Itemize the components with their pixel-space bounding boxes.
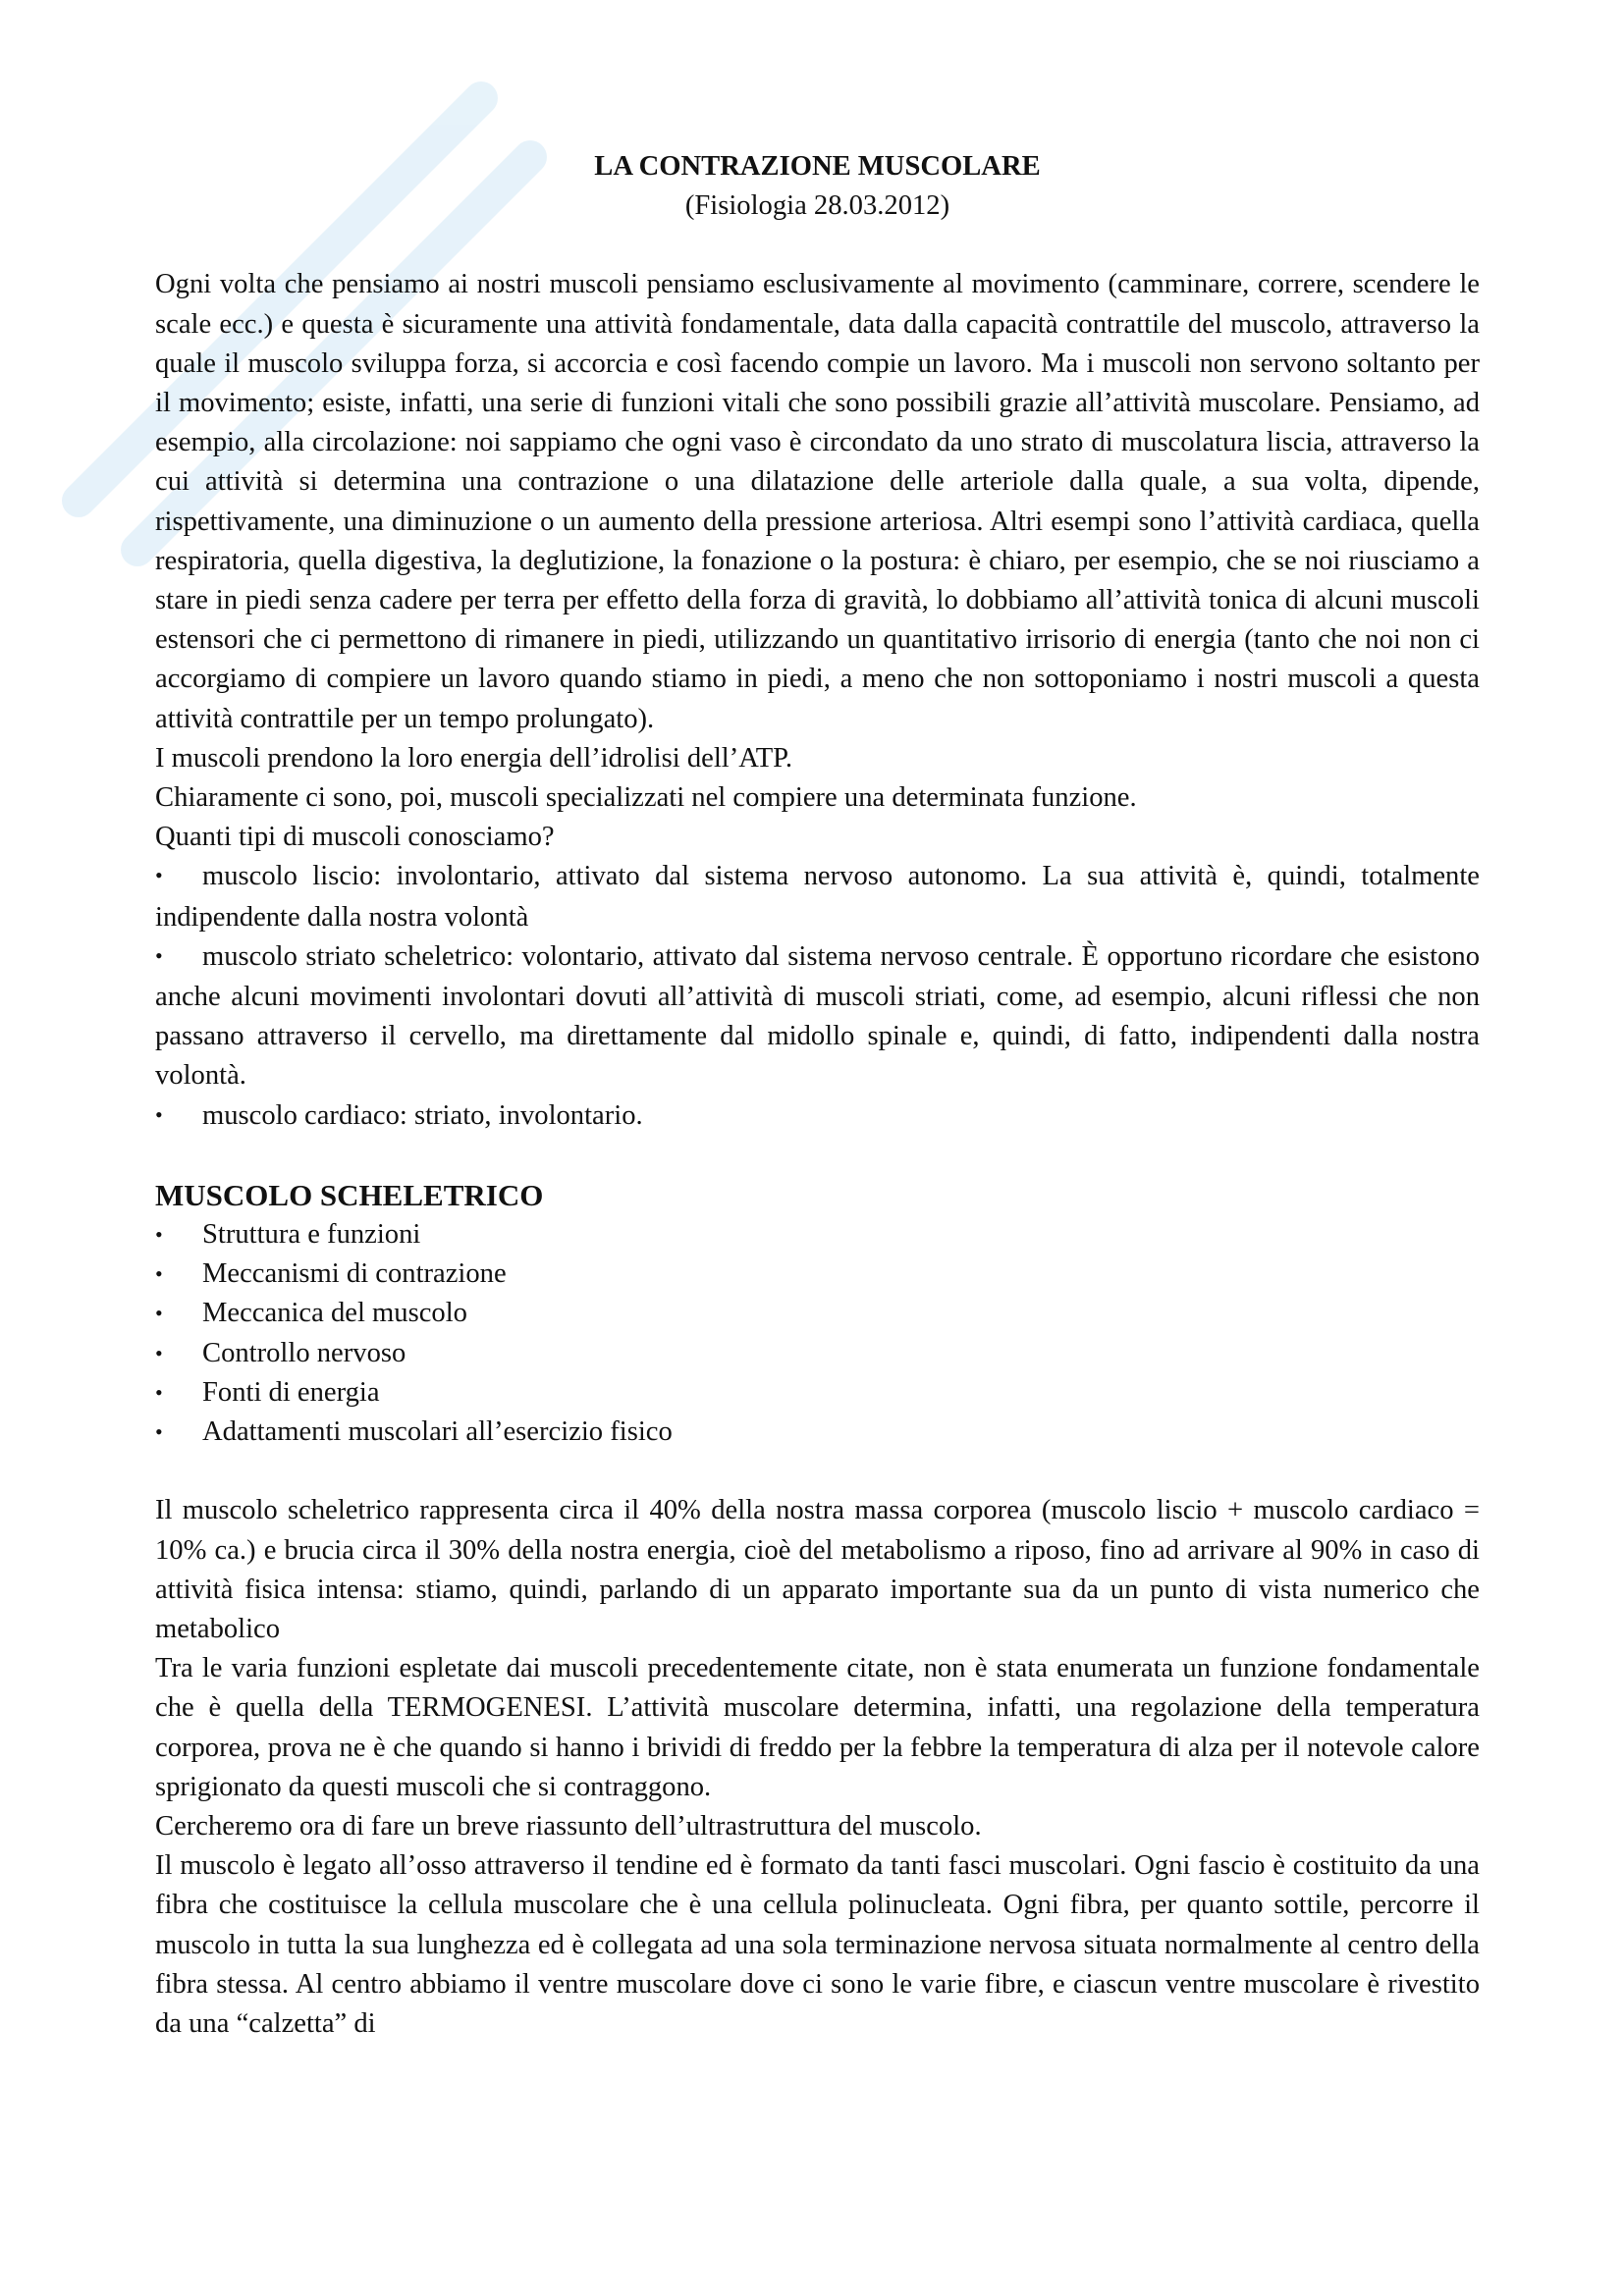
- list-item: [155, 1255, 1480, 1294]
- bullet-icon: •: [155, 942, 163, 968]
- list-item: [155, 1334, 1480, 1373]
- bullet-icon: •: [155, 1340, 163, 1365]
- bullet-icon: •: [155, 1379, 163, 1405]
- bullet-icon: •: [155, 1419, 163, 1445]
- list-item: [155, 1413, 1480, 1452]
- section-heading: MUSCOLO SCHELETRICO: [155, 1177, 544, 1212]
- list-item: [155, 1096, 1480, 1137]
- intro-paragraph: Ogni volta che pensiamo ai nostri muscoli pensiamo esclusivamente al movimento (camminare, correre, scendere le scale ecc.) e questa è sicuramente una attività fondamentale, data dalla capacità contrattile del muscolo, attraverso la quale il muscolo sviluppa forza, si accorcia e così facendo compie un lavoro. Ma i muscoli non servono soltanto per il movimento; esiste, infatti, una serie di funzioni vitali che sono possibili grazie all’attività muscolare. Pensiamo, ad esempio, alla circolazione: noi sappiamo che ogni vaso è circondato da uno strato di muscolatura liscia, attraverso la cui attività si determina una contrazione o una dilatazione delle arteriole dalla quale, a sua volta, dipende, rispettivamente, una diminuzione o un aumento della pressione arteriosa. Altri esempi sono l’attività cardiaca, quella respiratoria, quella digestiva, la deglutizione, la fonazione o la postura: è chiaro, per esempio, che se noi riusciamo a stare in piedi senza cadere per terra per effetto della forza di gravità, lo dobbiamo all’attività tonica di alcuni muscoli estensori che ci permettono di rimanere in piedi, utilizzando un quantitativo irrisorio di energia (tanto che noi non ci accorgiamo di compiere un lavoro quando stiamo in piedi, a meno che non sottoponiamo i nostri muscoli a questa attività contrattile per un tempo prolungato).: [155, 269, 1480, 734]
- list-item-text: Meccanica del muscolo: [202, 1298, 467, 1329]
- topics-list: [155, 1215, 1480, 1452]
- list-item-text: Adattamenti muscolari all’esercizio fisico: [202, 1416, 673, 1448]
- page-subtitle: (Fisiologia 28.03.2012): [684, 190, 950, 222]
- list-item-text: Meccanismi di contrazione: [202, 1258, 507, 1290]
- line-atp: I muscoli prendono la loro energia dell’idrolisi dell’ATP.: [155, 742, 793, 774]
- muscle-types-list: [155, 857, 1480, 1136]
- line-specialized: Chiaramente ci sono, poi, muscoli specializzati nel compiere una determinata funzione.: [155, 782, 1137, 814]
- list-item: [155, 1294, 1480, 1333]
- page-title: LA CONTRAZIONE MUSCOLARE: [594, 151, 1041, 182]
- list-item: [155, 1373, 1480, 1413]
- line-question: Quanti tipi di muscoli conosciamo?: [155, 822, 555, 853]
- list-item-text: Fonti di energia: [202, 1376, 380, 1408]
- paragraph-mass: Il muscolo scheletrico rappresenta circa il 40% della nostra massa corporea (muscolo liscio + muscolo cardiaco = 10% ca.) e brucia circa il 30% della nostra energia, cioè del metabolismo a riposo, fino ad arrivare al 90% in caso di attività fisica intensa: stiamo, quindi, parlando di un apparato importante sua da un punto di vista numerico che metabolico: [155, 1495, 1480, 1644]
- bullet-icon: •: [155, 1101, 163, 1127]
- bullet-icon: •: [155, 1222, 163, 1248]
- bullet-icon: •: [155, 863, 163, 888]
- list-item-text: muscolo liscio: involontario, attivato dal sistema nervoso autonomo. La sua attività è, quindi, totalmente indipendente dalla nostra volontà: [155, 861, 1480, 933]
- list-item: [155, 1215, 1480, 1255]
- list-item-text: muscolo cardiaco: striato, involontario.: [202, 1099, 643, 1131]
- list-item-text: Struttura e funzioni: [202, 1219, 421, 1251]
- list-item: [155, 937, 1480, 1096]
- line-riassunto: Cercheremo ora di fare un breve riassunto dell’ultrastruttura del muscolo.: [155, 1810, 982, 1842]
- list-item-text: Controllo nervoso: [202, 1337, 406, 1368]
- bullet-icon: •: [155, 1261, 163, 1287]
- list-item-text: muscolo striato scheletrico: volontario, attivato dal sistema nervoso centrale. È opportuno ricordare che esistono anche alcuni movimenti involontari dovuti all’attività di muscoli striati, come, ad esempio, alcuni riflessi che non passano attraverso il cervello, ma direttamente dal midollo spinale e, quindi, di fatto, indipendenti dalla nostra volontà.: [155, 940, 1480, 1092]
- document-page: [155, 147, 1480, 2044]
- bullet-icon: •: [155, 1301, 163, 1326]
- paragraph-termogenesi: Tra le varia funzioni espletate dai muscoli precedentemente citate, non è stata enumerata un funzione fondamentale che è quella della TERMOGENESI. L’attività muscolare determina, infatti, una regolazione della temperatura corporea, prova ne è che quando si hanno i brividi di freddo per la febbre la temperatura di alza per il notevole calore sprigionato da questi muscoli che si contraggono.: [155, 1653, 1480, 1802]
- paragraph-fibra: Il muscolo è legato all’osso attraverso il tendine ed è formato da tanti fasci muscolari. Ogni fascio è costituito da una fibra che costituisce la cellula muscolare che è una cellula polinucleata. Ogni fibra, per quanto sottile, percorre il muscolo in tutta la sua lunghezza ed è collegata ad una sola terminazione nervosa situata normalmente al centro della fibra stessa. Al centro abbiamo il ventre muscolare dove ci sono le varie fibre, e ciascun ventre muscolare è rivestito da una “calzetta” di: [155, 1850, 1480, 2039]
- list-item: [155, 857, 1480, 936]
